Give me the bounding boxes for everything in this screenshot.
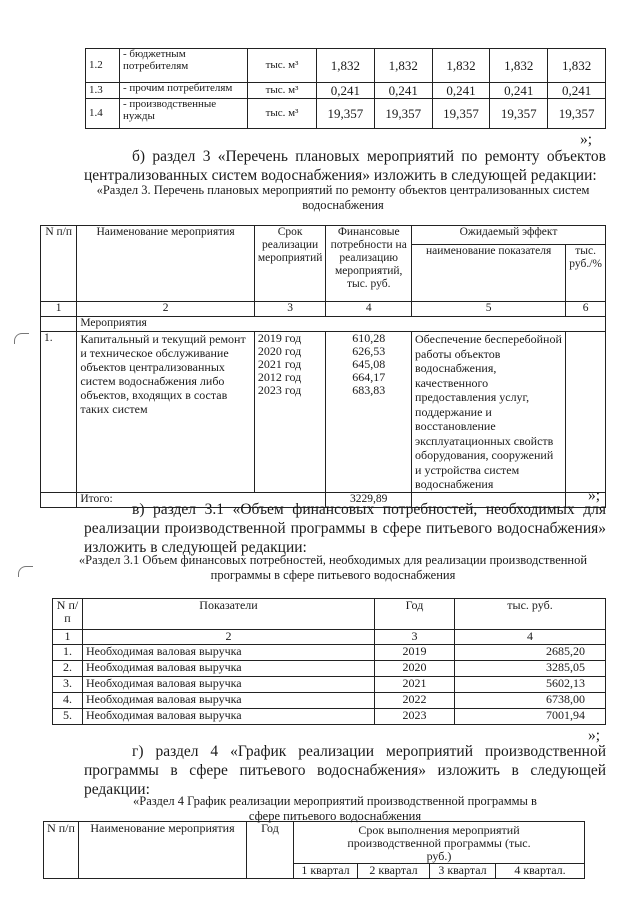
header-year: Год — [247, 822, 294, 879]
row-year: 2022 — [375, 693, 455, 709]
index-cell: 1 — [41, 302, 77, 317]
row-number: 1.2 — [86, 49, 120, 83]
row-value: 0,241 — [490, 83, 548, 99]
section-4-caption: «Раздел 4 График реализации мероприятий производственной программы в сфере питьевого водоснабжения — [133, 794, 537, 823]
schedule-table — [43, 821, 585, 879]
index-cell: 1 — [53, 630, 83, 645]
header-term: Срок реализации мероприятий — [254, 226, 326, 302]
table-row — [41, 332, 606, 493]
header-quarter-2: 2 квартал — [358, 864, 430, 879]
index-cell: 3 — [375, 630, 455, 645]
row-name: - производственные нужды — [120, 99, 248, 129]
row-value: 0,241 — [548, 83, 606, 99]
header-quarter-4: 4 квартал. — [496, 864, 585, 879]
row-year: 2023 — [375, 709, 455, 725]
index-cell: 4 — [455, 630, 606, 645]
section-b-paragraph: б) раздел 3 «Перечень плановых мероприятий по ремонту объектов централизованных систем водоснабжения» изложить в следующей редакции: — [84, 148, 606, 184]
group-label: Мероприятия — [77, 317, 606, 332]
margin-mark — [14, 333, 29, 344]
header-name: Наименование мероприятия — [77, 226, 255, 302]
table-row — [86, 49, 606, 83]
consumption-table — [85, 48, 606, 129]
index-cell: 2 — [77, 302, 255, 317]
table-closing-quote: »; — [588, 727, 601, 744]
row-number: 1.3 — [86, 83, 120, 99]
row-effect: Обеспечение бесперебойной работы объектов водоснабжения, качественного предоставления услуг, поддержание и восстановление эксплуатационных свойств оборудования, сооружений и устройства систем водоснабжения — [412, 332, 566, 493]
header-term: Срок выполнения мероприятий производственной программы (тыс. руб.) — [294, 822, 585, 864]
index-cell: 3 — [254, 302, 326, 317]
row-value: 6738,00 — [455, 693, 606, 709]
year-item: 2012 год — [257, 370, 302, 384]
row-unit: тыс. м³ — [248, 99, 317, 129]
header-num: N п/п — [53, 599, 83, 630]
header-unit: тыс. руб./% — [566, 245, 606, 302]
amount-item: 664,17 — [352, 370, 386, 384]
total-value: 3229,89 — [326, 492, 412, 507]
header-quarter-1: 1 квартал — [294, 864, 358, 879]
table-row — [53, 645, 606, 661]
total-label: Итого: — [77, 492, 326, 507]
amount-item: 645,08 — [352, 357, 386, 371]
row-year: 2021 — [375, 677, 455, 693]
row-number: 1. — [53, 645, 83, 661]
index-cell: 2 — [83, 630, 375, 645]
table-closing-quote: »; — [588, 487, 601, 504]
row-value: 1,832 — [432, 49, 490, 83]
row-number: 1.4 — [86, 99, 120, 129]
row-number: 3. — [53, 677, 83, 693]
amount-item: 626,53 — [352, 344, 386, 358]
row-value: 5602,13 — [455, 677, 606, 693]
row-value: 1,832 — [548, 49, 606, 83]
section-3-1-caption: «Раздел 3.1 Объем финансовых потребностей, необходимых для реализации производственной программы в сфере питьевого водоснабжения — [78, 553, 588, 582]
header-indicator: наименование показателя — [412, 245, 566, 302]
header-effect: Ожидаемый эффект — [412, 226, 606, 245]
header-quarter-3: 3 квартал — [430, 864, 496, 879]
row-name: - бюджетным потребителям — [120, 49, 248, 83]
table-closing-quote: »; — [580, 131, 593, 148]
measures-table — [40, 225, 606, 508]
row-year: 2020 — [375, 661, 455, 677]
section-v-paragraph: в) раздел 3.1 «Объем финансовых потребностей, необходимых для реализации производственной программы в сфере питьевого водоснабжения» изложить в следующей редакции: — [84, 501, 606, 556]
row-value: 1,832 — [374, 49, 432, 83]
year-item: 2019 год — [257, 331, 302, 345]
header-value: тыс. руб. — [455, 599, 606, 630]
row-name: Необходимая валовая выручка — [83, 677, 375, 693]
table-row — [86, 99, 606, 129]
header-num: N п/п — [41, 226, 77, 302]
section-3-caption: «Раздел 3. Перечень плановых мероприятий по ремонту объектов централизованных систем водоснабжения — [96, 183, 590, 212]
row-number: 2. — [53, 661, 83, 677]
total-num-cell — [41, 492, 77, 507]
row-unit: тыс. м³ — [248, 83, 317, 99]
table-row — [53, 709, 606, 725]
year-item: 2023 год — [257, 383, 302, 397]
amount-item: 683,83 — [352, 383, 386, 397]
header-year: Год — [375, 599, 455, 630]
index-cell: 4 — [326, 302, 412, 317]
row-name: Необходимая валовая выручка — [83, 661, 375, 677]
row-value: 19,357 — [374, 99, 432, 129]
amount-item: 610,28 — [352, 331, 386, 345]
row-year: 2019 — [375, 645, 455, 661]
row-unit — [566, 332, 606, 493]
row-value: 0,241 — [374, 83, 432, 99]
row-number: 5. — [53, 709, 83, 725]
row-value: 19,357 — [548, 99, 606, 129]
index-cell: 6 — [566, 302, 606, 317]
row-value: 19,357 — [490, 99, 548, 129]
index-row — [53, 630, 606, 645]
financial-needs-table — [52, 598, 606, 725]
row-number: 1. — [41, 332, 77, 493]
header-name: Показатели — [83, 599, 375, 630]
row-value: 19,357 — [432, 99, 490, 129]
row-value: 7001,94 — [455, 709, 606, 725]
index-cell: 5 — [412, 302, 566, 317]
row-name: Необходимая валовая выручка — [83, 645, 375, 661]
row-value: 0,241 — [317, 83, 375, 99]
table-row — [53, 661, 606, 677]
row-value: 2685,20 — [455, 645, 606, 661]
table-row — [53, 693, 606, 709]
year-item: 2020 год — [257, 344, 302, 358]
row-name: Капитальный и текущий ремонт и техническое обслуживание объектов централизованных систем водоснабжения либо объектов, входящих в состав таких систем — [77, 332, 255, 493]
margin-mark — [18, 566, 33, 577]
header-name: Наименование мероприятия — [79, 822, 247, 879]
table-row — [53, 677, 606, 693]
section-g-paragraph: г) раздел 4 «График реализации мероприятий производственной программы в сфере питьевого водоснабжения» изложить в следующей редакции: — [84, 743, 606, 798]
row-value: 19,357 — [317, 99, 375, 129]
header-finance: Финансовые потребности на реализацию мероприятий, тыс. руб. — [326, 226, 412, 302]
row-number: 4. — [53, 693, 83, 709]
row-unit: тыс. м³ — [248, 49, 317, 83]
row-years — [254, 332, 326, 493]
index-row — [41, 302, 606, 317]
row-value: 1,832 — [317, 49, 375, 83]
header-num: N п/п — [44, 822, 79, 879]
row-value: 0,241 — [432, 83, 490, 99]
row-amounts — [326, 332, 412, 493]
row-name: Необходимая валовая выручка — [83, 709, 375, 725]
year-item: 2021 год — [257, 357, 302, 371]
row-value: 1,832 — [490, 49, 548, 83]
table-row — [86, 83, 606, 99]
group-num-cell — [41, 317, 77, 332]
row-name: Необходимая валовая выручка — [83, 693, 375, 709]
row-name: - прочим потребителям — [120, 83, 248, 99]
row-value: 3285,05 — [455, 661, 606, 677]
